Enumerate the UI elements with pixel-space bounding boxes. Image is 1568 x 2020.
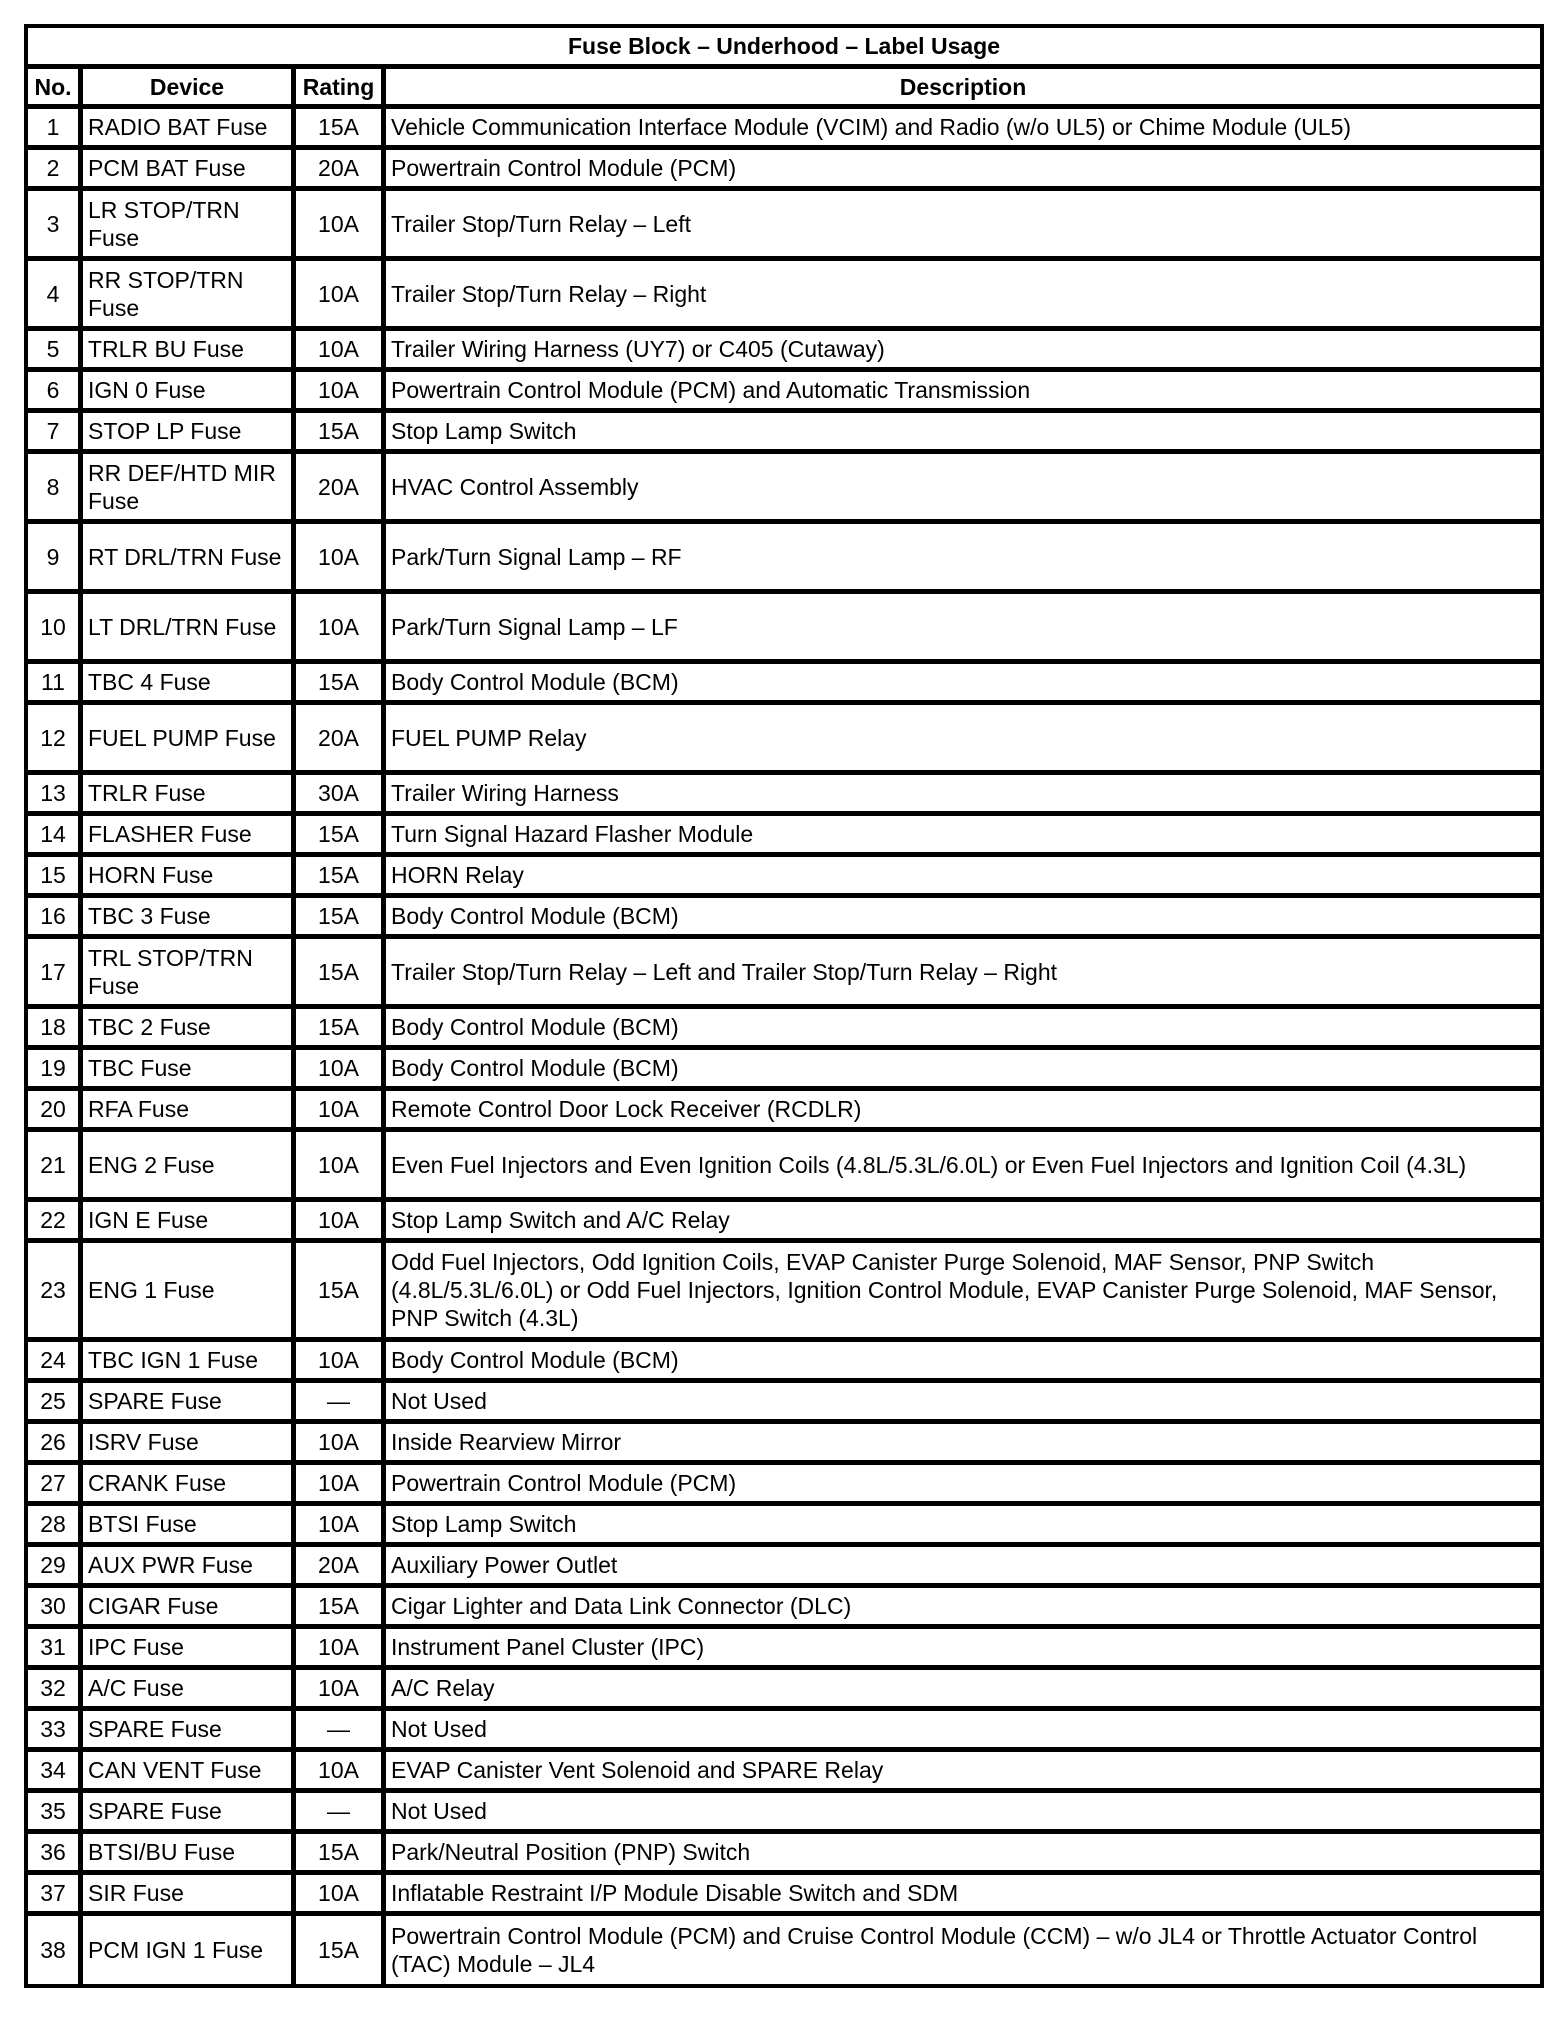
fuse-device: ENG 1 Fuse <box>82 1242 295 1341</box>
fuse-rating: 10A <box>295 593 385 663</box>
table-row <box>27 1710 1541 1751</box>
fuse-number: 1 <box>27 108 82 149</box>
fuse-rating: 15A <box>295 1833 385 1874</box>
fuse-description: Odd Fuel Injectors, Odd Ignition Coils, EVAP Canister Purge Solenoid, MAF Sensor, PNP Switch (4.8L/5.3L/6.0L) or Odd Fuel Injectors, Ignition Control Module, EVAP Canister Purge Solenoid, MAF Sensor, PNP Switch (4.3L) <box>385 1242 1541 1341</box>
fuse-description: Turn Signal Hazard Flasher Module <box>385 815 1541 856</box>
fuse-device: LR STOP/TRN Fuse <box>82 190 295 260</box>
fuse-table <box>24 24 1544 1988</box>
table-row <box>27 1423 1541 1464</box>
fuse-description: Park/Turn Signal Lamp – RF <box>385 523 1541 593</box>
fuse-number: 4 <box>27 260 82 330</box>
table-row <box>27 1505 1541 1546</box>
fuse-number: 29 <box>27 1546 82 1587</box>
table-row <box>27 412 1541 453</box>
table-row <box>27 1201 1541 1242</box>
fuse-number: 6 <box>27 371 82 412</box>
fuse-device: IGN 0 Fuse <box>82 371 295 412</box>
fuse-number: 23 <box>27 1242 82 1341</box>
fuse-device: ISRV Fuse <box>82 1423 295 1464</box>
fuse-description: Body Control Module (BCM) <box>385 1049 1541 1090</box>
table-row <box>27 1090 1541 1131</box>
fuse-device: RT DRL/TRN Fuse <box>82 523 295 593</box>
fuse-description: HVAC Control Assembly <box>385 453 1541 523</box>
fuse-rating: 15A <box>295 1242 385 1341</box>
table-row <box>27 1915 1541 1985</box>
fuse-description: Stop Lamp Switch and A/C Relay <box>385 1201 1541 1242</box>
fuse-device: CAN VENT Fuse <box>82 1751 295 1792</box>
fuse-rating: 10A <box>295 1874 385 1915</box>
fuse-device: TBC 4 Fuse <box>82 663 295 704</box>
fuse-number: 31 <box>27 1628 82 1669</box>
fuse-description: Even Fuel Injectors and Even Ignition Coils (4.8L/5.3L/6.0L) or Even Fuel Injectors and Ignition Coil (4.3L) <box>385 1131 1541 1201</box>
fuse-rows <box>27 108 1541 1985</box>
fuse-rating: 10A <box>295 190 385 260</box>
fuse-rating: 15A <box>295 897 385 938</box>
fuse-number: 10 <box>27 593 82 663</box>
fuse-description: Stop Lamp Switch <box>385 412 1541 453</box>
fuse-number: 13 <box>27 774 82 815</box>
fuse-device: TRLR BU Fuse <box>82 330 295 371</box>
fuse-device: SPARE Fuse <box>82 1710 295 1751</box>
fuse-rating: 10A <box>295 1751 385 1792</box>
fuse-device: ENG 2 Fuse <box>82 1131 295 1201</box>
fuse-rating: 10A <box>295 1464 385 1505</box>
fuse-rating: 10A <box>295 1049 385 1090</box>
fuse-rating: 10A <box>295 1201 385 1242</box>
fuse-rating: 10A <box>295 1090 385 1131</box>
table-row <box>27 1833 1541 1874</box>
table-row <box>27 1008 1541 1049</box>
fuse-number: 14 <box>27 815 82 856</box>
title-row <box>27 27 1541 68</box>
fuse-number: 34 <box>27 1751 82 1792</box>
fuse-device: TBC IGN 1 Fuse <box>82 1341 295 1382</box>
fuse-number: 33 <box>27 1710 82 1751</box>
fuse-rating: 20A <box>295 453 385 523</box>
fuse-description: Remote Control Door Lock Receiver (RCDLR) <box>385 1090 1541 1131</box>
fuse-description: Powertrain Control Module (PCM) and Automatic Transmission <box>385 371 1541 412</box>
fuse-description: Stop Lamp Switch <box>385 1505 1541 1546</box>
fuse-device: BTSI Fuse <box>82 1505 295 1546</box>
fuse-rating: 15A <box>295 663 385 704</box>
fuse-description: Body Control Module (BCM) <box>385 1341 1541 1382</box>
fuse-description: Body Control Module (BCM) <box>385 1008 1541 1049</box>
fuse-number: 28 <box>27 1505 82 1546</box>
fuse-description: Body Control Module (BCM) <box>385 663 1541 704</box>
fuse-rating: 10A <box>295 330 385 371</box>
fuse-description: Trailer Wiring Harness <box>385 774 1541 815</box>
fuse-description: Powertrain Control Module (PCM) and Cruise Control Module (CCM) – w/o JL4 or Throttle Actuator Control (TAC) Module – JL4 <box>385 1915 1541 1985</box>
fuse-number: 22 <box>27 1201 82 1242</box>
fuse-rating: 10A <box>295 1131 385 1201</box>
fuse-number: 5 <box>27 330 82 371</box>
fuse-description: Not Used <box>385 1710 1541 1751</box>
table-row <box>27 1628 1541 1669</box>
fuse-description: Powertrain Control Module (PCM) <box>385 1464 1541 1505</box>
fuse-number: 25 <box>27 1382 82 1423</box>
fuse-rating: 10A <box>295 371 385 412</box>
table-row <box>27 371 1541 412</box>
table-row <box>27 1341 1541 1382</box>
fuse-description: Not Used <box>385 1792 1541 1833</box>
fuse-number: 7 <box>27 412 82 453</box>
fuse-description: Auxiliary Power Outlet <box>385 1546 1541 1587</box>
table-row <box>27 1242 1541 1341</box>
fuse-device: PCM BAT Fuse <box>82 149 295 190</box>
fuse-number: 8 <box>27 453 82 523</box>
fuse-description: Instrument Panel Cluster (IPC) <box>385 1628 1541 1669</box>
fuse-number: 9 <box>27 523 82 593</box>
table-row <box>27 663 1541 704</box>
table-row <box>27 897 1541 938</box>
header-device: Device <box>82 68 295 108</box>
table-row <box>27 1792 1541 1833</box>
fuse-number: 26 <box>27 1423 82 1464</box>
fuse-device: RR DEF/HTD MIR Fuse <box>82 453 295 523</box>
table-row <box>27 330 1541 371</box>
fuse-rating: 30A <box>295 774 385 815</box>
table-row <box>27 938 1541 1008</box>
fuse-description: Trailer Wiring Harness (UY7) or C405 (Cutaway) <box>385 330 1541 371</box>
table-row <box>27 1131 1541 1201</box>
fuse-number: 15 <box>27 856 82 897</box>
table-row <box>27 1546 1541 1587</box>
fuse-device: RADIO BAT Fuse <box>82 108 295 149</box>
fuse-number: 30 <box>27 1587 82 1628</box>
fuse-rating: — <box>295 1382 385 1423</box>
fuse-device: SPARE Fuse <box>82 1382 295 1423</box>
fuse-number: 18 <box>27 1008 82 1049</box>
fuse-rating: 10A <box>295 1669 385 1710</box>
fuse-rating: 15A <box>295 815 385 856</box>
table-row <box>27 704 1541 774</box>
fuse-description: Not Used <box>385 1382 1541 1423</box>
fuse-description: Trailer Stop/Turn Relay – Right <box>385 260 1541 330</box>
table-row <box>27 856 1541 897</box>
fuse-device: CRANK Fuse <box>82 1464 295 1505</box>
fuse-number: 24 <box>27 1341 82 1382</box>
fuse-device: RR STOP/TRN Fuse <box>82 260 295 330</box>
fuse-number: 3 <box>27 190 82 260</box>
fuse-number: 36 <box>27 1833 82 1874</box>
fuse-rating: 15A <box>295 856 385 897</box>
fuse-description: HORN Relay <box>385 856 1541 897</box>
fuse-device: IGN E Fuse <box>82 1201 295 1242</box>
fuse-rating: 10A <box>295 1628 385 1669</box>
fuse-description: A/C Relay <box>385 1669 1541 1710</box>
table-row <box>27 774 1541 815</box>
header-no: No. <box>27 68 82 108</box>
fuse-number: 20 <box>27 1090 82 1131</box>
fuse-number: 21 <box>27 1131 82 1201</box>
fuse-rating: 15A <box>295 108 385 149</box>
fuse-device: SPARE Fuse <box>82 1792 295 1833</box>
fuse-description: EVAP Canister Vent Solenoid and SPARE Relay <box>385 1751 1541 1792</box>
fuse-device: HORN Fuse <box>82 856 295 897</box>
fuse-rating: 15A <box>295 938 385 1008</box>
table-row <box>27 260 1541 330</box>
fuse-rating: 20A <box>295 704 385 774</box>
fuse-device: AUX PWR Fuse <box>82 1546 295 1587</box>
fuse-device: TBC 3 Fuse <box>82 897 295 938</box>
fuse-rating: — <box>295 1792 385 1833</box>
table-row <box>27 149 1541 190</box>
header-description: Description <box>385 68 1541 108</box>
fuse-device: TRLR Fuse <box>82 774 295 815</box>
fuse-rating: 10A <box>295 1423 385 1464</box>
table-row <box>27 1049 1541 1090</box>
table-title: Fuse Block – Underhood – Label Usage <box>27 27 1541 68</box>
table-row <box>27 1874 1541 1915</box>
header-row <box>27 68 1541 108</box>
fuse-number: 12 <box>27 704 82 774</box>
table-row <box>27 1587 1541 1628</box>
fuse-description: Trailer Stop/Turn Relay – Left and Trailer Stop/Turn Relay – Right <box>385 938 1541 1008</box>
fuse-device: STOP LP Fuse <box>82 412 295 453</box>
fuse-description: Park/Neutral Position (PNP) Switch <box>385 1833 1541 1874</box>
fuse-rating: 15A <box>295 412 385 453</box>
fuse-device: PCM IGN 1 Fuse <box>82 1915 295 1985</box>
table-row <box>27 1669 1541 1710</box>
fuse-rating: 20A <box>295 149 385 190</box>
fuse-description: Body Control Module (BCM) <box>385 897 1541 938</box>
fuse-rating: 15A <box>295 1587 385 1628</box>
fuse-number: 32 <box>27 1669 82 1710</box>
fuse-number: 17 <box>27 938 82 1008</box>
fuse-number: 35 <box>27 1792 82 1833</box>
fuse-device: TRL STOP/TRN Fuse <box>82 938 295 1008</box>
fuse-number: 38 <box>27 1915 82 1985</box>
fuse-description: Inflatable Restraint I/P Module Disable Switch and SDM <box>385 1874 1541 1915</box>
table-row <box>27 593 1541 663</box>
table-row <box>27 1751 1541 1792</box>
fuse-rating: 15A <box>295 1915 385 1985</box>
fuse-device: FUEL PUMP Fuse <box>82 704 295 774</box>
fuse-device: BTSI/BU Fuse <box>82 1833 295 1874</box>
fuse-number: 27 <box>27 1464 82 1505</box>
fuse-device: SIR Fuse <box>82 1874 295 1915</box>
fuse-description: Park/Turn Signal Lamp – LF <box>385 593 1541 663</box>
fuse-device: CIGAR Fuse <box>82 1587 295 1628</box>
fuse-number: 19 <box>27 1049 82 1090</box>
header-rating: Rating <box>295 68 385 108</box>
fuse-description: Vehicle Communication Interface Module (VCIM) and Radio (w/o UL5) or Chime Module (UL5) <box>385 108 1541 149</box>
table-row <box>27 815 1541 856</box>
fuse-device: TBC 2 Fuse <box>82 1008 295 1049</box>
fuse-rating: 10A <box>295 523 385 593</box>
table-row <box>27 523 1541 593</box>
fuse-rating: — <box>295 1710 385 1751</box>
fuse-rating: 10A <box>295 1341 385 1382</box>
fuse-description: Trailer Stop/Turn Relay – Left <box>385 190 1541 260</box>
fuse-device: LT DRL/TRN Fuse <box>82 593 295 663</box>
table-row <box>27 108 1541 149</box>
fuse-description: FUEL PUMP Relay <box>385 704 1541 774</box>
fuse-rating: 15A <box>295 1008 385 1049</box>
fuse-rating: 10A <box>295 1505 385 1546</box>
table-row <box>27 1382 1541 1423</box>
fuse-device: TBC Fuse <box>82 1049 295 1090</box>
table-row <box>27 1464 1541 1505</box>
fuse-rating: 10A <box>295 260 385 330</box>
fuse-description: Powertrain Control Module (PCM) <box>385 149 1541 190</box>
fuse-device: A/C Fuse <box>82 1669 295 1710</box>
fuse-device: IPC Fuse <box>82 1628 295 1669</box>
fuse-device: RFA Fuse <box>82 1090 295 1131</box>
table-row <box>27 453 1541 523</box>
fuse-number: 2 <box>27 149 82 190</box>
fuse-rating: 20A <box>295 1546 385 1587</box>
fuse-description: Inside Rearview Mirror <box>385 1423 1541 1464</box>
table-row <box>27 190 1541 260</box>
fuse-device: FLASHER Fuse <box>82 815 295 856</box>
fuse-number: 16 <box>27 897 82 938</box>
fuse-number: 37 <box>27 1874 82 1915</box>
fuse-number: 11 <box>27 663 82 704</box>
fuse-description: Cigar Lighter and Data Link Connector (DLC) <box>385 1587 1541 1628</box>
